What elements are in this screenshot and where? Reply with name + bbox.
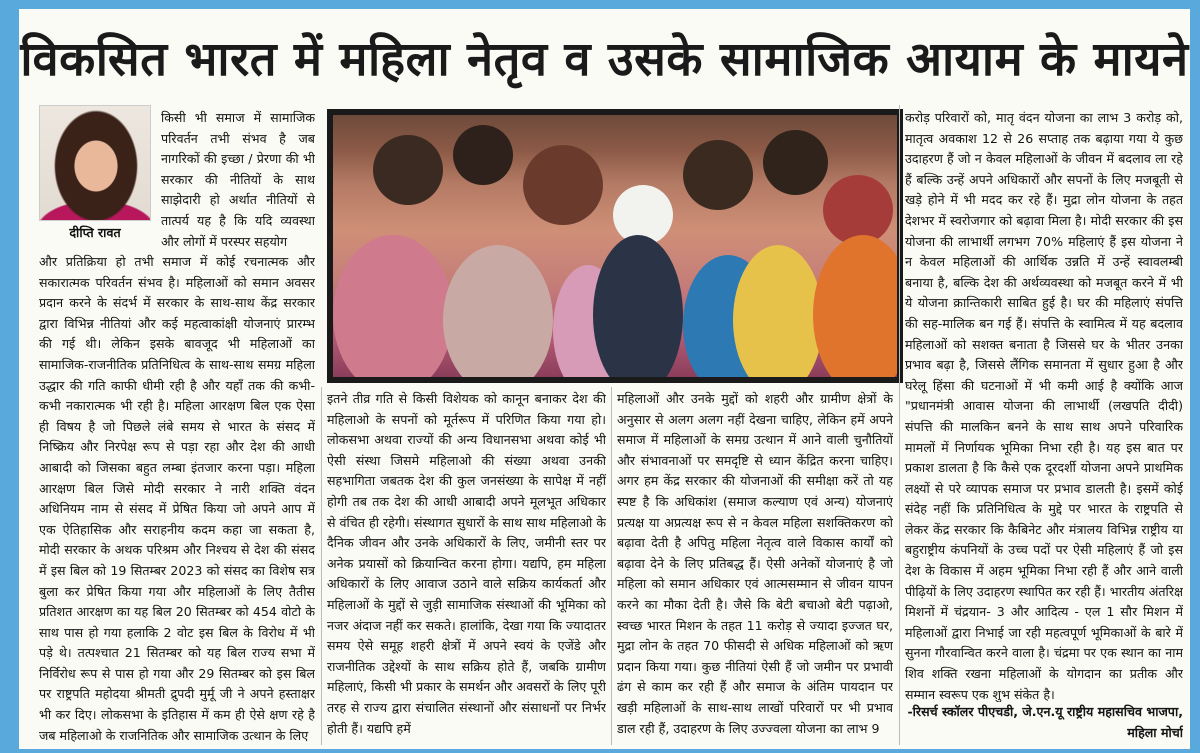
author-name: दीप्ति रावत	[69, 225, 121, 240]
column-1-body	[39, 252, 315, 744]
byline: -रिसर्च स्कॉलर पीएचडी, जे.एन.यू राष्ट्रीय महासचिव भाजपा, महिला मोर्चा	[907, 704, 1183, 740]
column-4	[905, 108, 1183, 702]
column-divider	[899, 105, 900, 745]
column-divider	[611, 387, 612, 745]
author-photo	[39, 105, 151, 221]
column-2	[327, 389, 606, 744]
column-2-text: इतने तीव्र गति से किसी विशेयक को कानून बनाकर देश की महिलाओ के सपनों को मूर्तरूप में परिणित किया गया हो। लोकसभा अथवा राज्यों की अन्य विधानसभा अथवा कोई भी ऐसी संस्था जिसमे महिलाओ की संख्या अथवा उनकी सहभागिता जबतक देश की कुल जनसंख्या के सापेक्ष में नहीं होगी तब तक देश की आधी आबादी अपने मूलभूत अधिकार से वंचित ही रहेगी। संस्थागत सुधारों के साथ साथ महिलाओ के दैनिक जीवन और उनके अधिकारों के लिए, जमीनी स्तर पर अनेक प्रयासों को क्रियान्वित करना होगा। यद्यपि, हम महिला अधिकारों के लिए आवाज उठाने वाले सक्रिय कार्यकर्ता और महिलाओं के मुद्दों से जुड़ी सामाजिक संस्थाओं की भूमिका को नजर अंदाज नहीं कर सकते। हालांकि, देखा गया कि ज्यादातर समय ऐसे समूह शहरी क्षेत्रों में अपने स्वयं के एजेंडे और राजनीतिक उद्देश्यों के साथ सक्रिय होते हैं, जबकि ग्रामीण महिलाएं, किसी भी प्रकार के समर्थन और अवसरों के लिए पूरी तरह से राज्य द्वारा संचालित संस्थानों और संसाधनों पर निर्भर होती हैं। यद्यपि हमें	[327, 391, 606, 736]
column-divider	[321, 387, 322, 745]
column-1-body-text: और प्रतिक्रिया हो तभी समाज में कोई रचनात्मक और सकारात्मक परिवर्तन संभव है। महिलाओं को समान अवसर प्रदान करने के संदर्भ में सरकार के साथ-साथ केंद्र सरकार द्वारा विभिन्न नीतियां और कई महत्वाकांक्षी योजनाएं प्रारम्भ की गई थी। लेकिन इसके बावजूद भी महिलाओं का सामाजिक-राजनीतिक प्रतिनिधित्व के साथ-साथ समग्र महिला उद्धार की गति काफी धीमी रही है और यहाँ तक की कभी-कभी नकारात्मक भी रही है। महिला आरक्षण बिल एक ऐसा ही विषय है जो पिछले लंबे समय से भारत के संसद में निष्क्रिय और निरपेक्ष रूप से पड़ा रहा और देश की आधी आबादी को जिसका बहुत लम्बा इंतजार करना पड़ा। महिला आरक्षण बिल जिसे मोदी सरकार ने नारी शक्ति वंदन अधिनियम नाम से संसद में प्रेषित किया जो अपने आप में एक ऐतिहासिक और सराहनीय कदम कहा जा सकता है, मोदी सरकार के अथक परिश्रम और निश्चय से देश की संसद में इस बिल को 19 सितम्बर 2023 को संसद का विशेष सत्र बुला कर प्रेषित किया गया और महिलाओं के लिए तैतीस प्रतिशत आरक्षण का यह बिल 20 सितम्बर को 454 वोटो के साथ पास हो गया हलाकि 2 वोट इस बिल के विरोध में भी पड़े थे। तत्पश्चात 21 सितम्बर को यह बिल राज्य सभा में निर्विरोध रूप से पास हो गया और 29 सितम्बर को इस बिल पर राष्ट्रपति महोदया श्रीमती द्रुपदी मुर्मू जी ने अपने हस्ताक्षर भी कर दिए। लोकसभा के इतिहास में कम ही ऐसे क्षण रहे है जब महिलाओ के राजनितिक और सामाजिक उत्थान के लिए	[39, 254, 315, 743]
news-photo-image	[333, 115, 897, 377]
byline-block	[905, 702, 1183, 746]
news-photo	[327, 109, 903, 383]
author-block	[39, 105, 151, 243]
column-3-text: महिलाओं और उनके मुद्दों को शहरी और ग्रामीण क्षेत्रों के अनुसार से अलग अलग नहीं देखना चाहिए, लेकिन हमें अपने समाज में महिलाओं के समग्र उत्थान में आने वाली चुनौतियों और संभावनाओं पर समदृष्टि से ध्यान केंद्रित करना चाहिए। अगर हम केंद्र सरकार की योजनाओं की समीक्षा करें तो यह स्पष्ट है कि अधिकांश (समाज कल्याण एवं अन्य) योजनाएं प्रत्यक्ष या अप्रत्यक्ष रूप से न केवल महिला सशक्तिकरण को बढ़ावा देती है अपितु महिला नेतृत्व वाले विकास कार्यों को बढ़ावा देने के लिए प्रतिबद्ध हैं। ऐसी अनेकों योजनाएं है जो महिला को समान अधिकार एवं आत्मसम्मान से जीवन यापन करने का मौका देती है। जैसे कि बेटी बचाओ बेटी पढ़ाओ, स्वच्छ भारत मिशन के तहत 11 करोड़ से ज्यादा इज्जत घर, मुद्रा लोन के तहत 70 फीसदी से अधिक महिलाओं को ऋण प्रदान किया गया। कुछ नीतियां ऐसी हैं जो जमीन पर प्रभावी ढंग से काम कर रही हैं और समाज के अंतिम पायदान पर खड़ी महिलाओं के साथ-साथ लाखों परिवारों पर भी प्रभाव डाल रही हैं, उदाहरण के लिए उज्ज्वला योजना का लाभ 9	[617, 391, 893, 736]
column-1-intro	[161, 108, 315, 250]
headline: विकसित भारत में महिला नेतृव व उसके सामाजिक आयाम के मायने	[20, 32, 1189, 87]
newspaper-page	[19, 9, 1190, 749]
column-4-text: करोड़ परिवारों को, मातृ वंदन योजना का लाभ 3 करोड़ को, मातृत्व अवकाश 12 से 26 सप्ताह तक बढ़ाया गया ये कुछ उदाहरण हैं जो न केवल महिलाओं के जीवन में बदलाव ला रहे हैं बल्कि उन्हें अपने अधिकारों और सपनों के लिए मजबूती से खड़े होने में भी मदद कर रहे हैं। मुद्रा लोन योजना के तहत देशभर में स्वरोजगार को बढ़ावा मिला है। मोदी सरकार की इस योजना की लाभार्थी लगभग 70% महिलाएं हैं इस योजना ने न केवल महिलाओं की आर्थिक उन्नति में उन्हें स्वावलम्बी बनाया है, बल्कि देश की अर्थव्यवस्था को मजबूत करने में भी ये योजना क्रान्तिकारी साबित हुई है। घर की महिलाएं संपत्ति की सह-मालिक बन गई हैं। संपत्ति के स्वामित्व में यह बदलाव महिलाओं को सशक्त बनाता है जिससे घर के भीतर उनका प्रभाव बढ़ा है, जिससे लैंगिक समानता में सुधार हुआ है और घरेलू हिंसा की घटनाओं में भी कमी आई है क्योंकि आज "प्रधानमंत्री आवास योजना की लाभार्थी (लखपति दीदी) संपत्ति की मालकिन बनने के साथ साथ अपने परिवारिक मामलों में निर्णायक भूमिका निभा रही है। यह इस बात पर प्रकाश डालता है कि कैसे एक दूरदर्शी योजना अपने प्राथमिक लक्ष्यों से परे व्यापक समाज पर प्रभाव डालती है। इसमें कोई संदेह नहीं कि प्रतिनिधित्व के मुद्दे पर भारत के राष्ट्रपति से लेकर केंद्र सरकार कि कैबिनेट और मंत्रालय विभिन्न राष्ट्रीय या बहुराष्ट्रीय कंपनियों के उच्च पदों पर ऐसी महिलाएं हैं जो इस देश के विकास में अहम भूमिका निभा रही हैं और आने वाली पीढ़ियों के लिए उदाहरण स्थापित कर रही हैं। भारतीय अंतरिक्ष मिशनों में चंद्रयान- 3 और आदित्य - एल 1 सौर मिशन में महिलाओं द्वारा निभाई जा रही महत्वपूर्ण भूमिकाओं के बारे में सुनना गौरवान्वित करने वाला है। चंद्रमा पर एक स्थान का नाम शिव शक्ति रखना महिलाओं के योगदान का प्रतीक और सम्मान स्वरूप एक शुभ संकेत है।	[905, 110, 1183, 702]
column-3	[617, 389, 893, 744]
column-1-intro-text: किसी भी समाज में सामाजिक परिवर्तन तभी संभव है जब नागरिकों की इच्छा / प्रेरणा की भी सरकार की नीतियों के साथ साझेदारी हो अर्थात नीतियों से तात्पर्य यह है कि यदि व्यवस्था और लोगों में परस्पर सहयोग	[161, 110, 315, 249]
